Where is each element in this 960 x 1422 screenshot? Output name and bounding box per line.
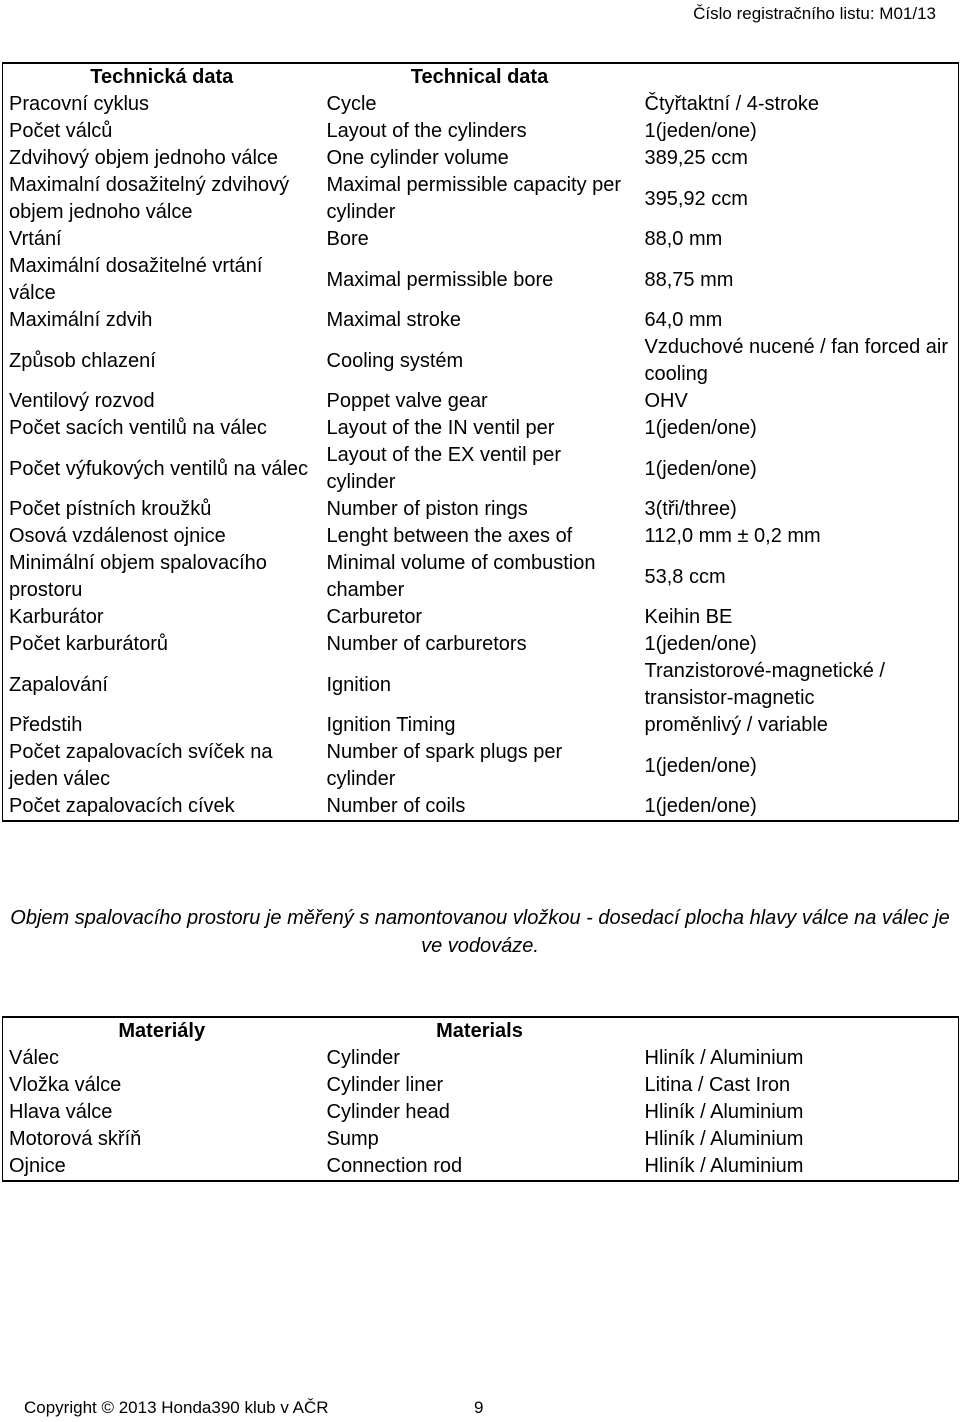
- table-row: [3, 1072, 959, 1099]
- table-header-row: [3, 1017, 959, 1045]
- cell-czech: Vložka válce: [3, 1072, 321, 1099]
- cell-czech: Ventilový rozvod: [3, 388, 321, 415]
- cell-value: Litina / Cast Iron: [639, 1072, 959, 1099]
- table-row: [3, 307, 959, 334]
- cell-english: Poppet valve gear: [326, 390, 488, 412]
- table-header-row: [3, 63, 959, 91]
- cell-english: Maximal permissible bore: [326, 268, 554, 291]
- cell-english: Maximal permissible capacity per cylinder: [326, 174, 622, 223]
- cell-value: Hliník / Aluminium: [639, 1153, 959, 1181]
- cell-czech: Způsob chlazení: [3, 334, 321, 388]
- cell-english: Number of coils: [321, 793, 639, 821]
- cell-english: Layout of the EX ventil per cylinder: [326, 444, 562, 493]
- cell-value: 1(jeden/one): [639, 631, 959, 658]
- cell-czech: Počet výfukových ventilů na válec: [3, 442, 321, 496]
- cell-english: Number of spark plugs per cylinder: [326, 741, 563, 790]
- cell-value: Hliník / Aluminium: [639, 1126, 959, 1153]
- table-row: [3, 442, 959, 496]
- cell-czech: Maximální dosažitelné vrtání válce: [3, 253, 321, 307]
- cell-value: 1(jeden/one): [639, 739, 959, 793]
- cell-value: Hliník / Aluminium: [639, 1045, 959, 1072]
- cell-value: 88,0 mm: [639, 226, 959, 253]
- table-row: [3, 631, 959, 658]
- cell-english: Layout of the cylinders: [326, 120, 527, 142]
- cell-value: Tranzistorové-magnetické / transistor-magnetic: [639, 658, 959, 712]
- cell-value: Hliník / Aluminium: [639, 1099, 959, 1126]
- combustion-note: Objem spalovacího prostoru je měřený s namontovanou vložkou - dosedací plocha hlavy válce na válec je ve vodováze.: [10, 907, 950, 957]
- cell-czech: Hlava válce: [3, 1099, 321, 1126]
- cell-czech: Zapalování: [3, 658, 321, 712]
- table-row: [3, 523, 959, 550]
- table-row: [3, 226, 959, 253]
- table-row: [3, 604, 959, 631]
- cell-english: Cylinder: [326, 1047, 400, 1069]
- page-number: 9: [474, 1398, 484, 1417]
- cell-czech: Počet sacích ventilů na válec: [3, 415, 321, 442]
- cell-czech: Maximální zdvih: [3, 307, 321, 334]
- cell-english: Sump: [326, 1128, 379, 1150]
- cell-czech: Maximalní dosažitelný zdvihový objem jednoho válce: [3, 172, 321, 226]
- cell-czech: Počet válců: [3, 118, 321, 145]
- table-row: [3, 550, 959, 604]
- cell-english: Cycle: [326, 93, 377, 115]
- table-row: [3, 739, 959, 793]
- cell-value: Čtyřtaktní / 4-stroke: [639, 91, 959, 118]
- cell-czech: Počet pístních kroužků: [3, 496, 321, 523]
- cell-czech: Zdvihový objem jednoho válce: [3, 145, 321, 172]
- cell-value: 1(jeden/one): [639, 118, 959, 145]
- header-empty: [639, 1017, 959, 1045]
- cell-value: 3(tři/three): [639, 496, 959, 523]
- cell-english: Number of piston rings: [326, 498, 528, 520]
- cell-czech: Pracovní cyklus: [3, 91, 321, 118]
- cell-czech: Válec: [3, 1045, 321, 1072]
- cell-english: Layout of the IN ventil per: [326, 417, 555, 439]
- table-row: [3, 1126, 959, 1153]
- materials-table: [2, 1016, 959, 1182]
- table-row: [3, 496, 959, 523]
- table-row: [3, 1099, 959, 1126]
- cell-czech: Počet zapalovacích cívek: [3, 793, 321, 821]
- cell-czech: Osová vzdálenost ojnice: [3, 523, 321, 550]
- cell-value: Vzduchové nucené / fan forced air cooling: [639, 334, 959, 388]
- table-row: [3, 91, 959, 118]
- cell-czech: Počet karburátorů: [3, 631, 321, 658]
- cell-czech: Karburátor: [3, 604, 321, 631]
- table-row: [3, 658, 959, 712]
- cell-english: Cylinder liner: [326, 1074, 444, 1096]
- registration-number: Číslo registračního listu: M01/13: [693, 4, 936, 23]
- cell-english: Maximal stroke: [326, 309, 461, 331]
- cell-value: Keihin BE: [639, 604, 959, 631]
- header-czech: Materiály: [3, 1017, 321, 1045]
- cell-value: 112,0 mm ± 0,2 mm: [639, 523, 959, 550]
- table-row: [3, 334, 959, 388]
- cell-english: Ignition: [326, 673, 391, 696]
- header-english: Materials: [321, 1017, 639, 1045]
- cell-english: Cooling systém: [326, 349, 464, 372]
- copyright-footer: Copyright © 2013 Honda390 klub v AČR: [24, 1398, 329, 1417]
- cell-english: One cylinder volume: [326, 147, 509, 169]
- cell-value: 1(jeden/one): [639, 793, 959, 821]
- table-row: [3, 793, 959, 821]
- table-row: [3, 118, 959, 145]
- header-czech: Technická data: [3, 63, 321, 91]
- cell-value: 53,8 ccm: [639, 550, 959, 604]
- table-row: [3, 415, 959, 442]
- table-row: [3, 1045, 959, 1072]
- cell-english: Cylinder head: [326, 1101, 450, 1123]
- cell-english: Minimal volume of combustion chamber: [326, 552, 596, 601]
- table-row: [3, 172, 959, 226]
- cell-value: 1(jeden/one): [639, 415, 959, 442]
- table-row: [3, 253, 959, 307]
- cell-czech: Vrtání: [3, 226, 321, 253]
- cell-value: 389,25 ccm: [639, 145, 959, 172]
- technical-data-table: [2, 62, 959, 822]
- cell-english: Carburetor: [326, 606, 423, 628]
- cell-value: proměnlivý / variable: [639, 712, 959, 739]
- table-row: [3, 712, 959, 739]
- cell-value: 88,75 mm: [639, 253, 959, 307]
- cell-value: OHV: [639, 388, 959, 415]
- cell-czech: Počet zapalovacích svíček na jeden válec: [3, 739, 321, 793]
- cell-value: 64,0 mm: [639, 307, 959, 334]
- cell-czech: Předstih: [3, 712, 321, 739]
- cell-english: Number of carburetors: [326, 633, 527, 655]
- cell-english: Ignition Timing: [326, 714, 456, 736]
- header-english: Technical data: [321, 63, 639, 91]
- cell-czech: Motorová skříň: [3, 1126, 321, 1153]
- cell-english: Bore: [326, 228, 369, 250]
- cell-value: 395,92 ccm: [639, 172, 959, 226]
- cell-english: Lenght between the axes of: [326, 525, 573, 547]
- table-row: [3, 388, 959, 415]
- table-row: [3, 1153, 959, 1181]
- cell-czech: Ojnice: [3, 1153, 321, 1181]
- cell-english: Connection rod: [321, 1153, 639, 1181]
- cell-value: 1(jeden/one): [639, 442, 959, 496]
- header-empty: [639, 63, 959, 91]
- cell-czech: Minimální objem spalovacího prostoru: [3, 550, 321, 604]
- table-row: [3, 145, 959, 172]
